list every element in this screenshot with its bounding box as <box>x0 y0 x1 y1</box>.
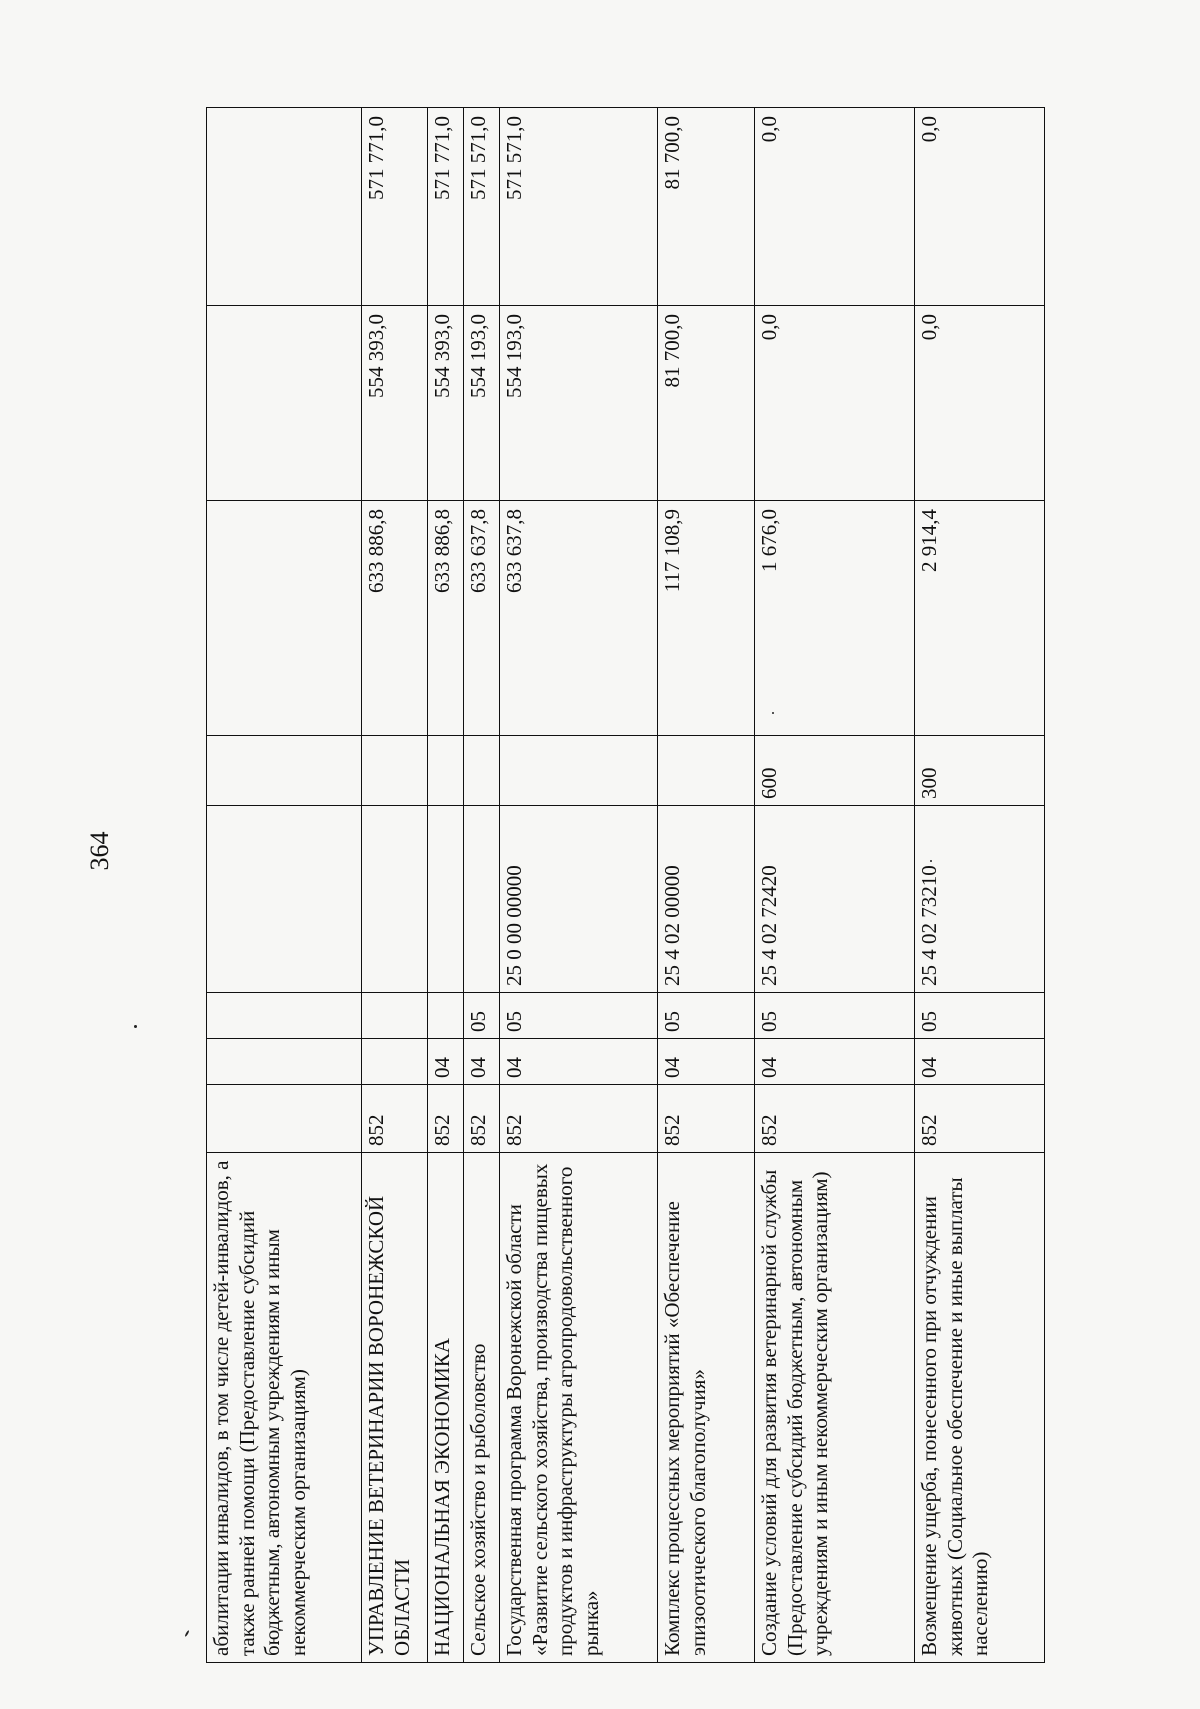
row-name: Государственная программа Воронежской области «Развитие сельского хозяйства, производства пищевых продуктов и инфраструктуры агропродовольственного рынка» <box>500 1153 658 1663</box>
row-name: Возмещение ущерба, понесенного при отчуждении животных (Социальное обеспечение и иные выплаты населению) <box>915 1153 1045 1663</box>
cell-year1 <box>207 501 362 736</box>
table-row <box>755 108 915 1663</box>
table-row <box>915 108 1045 1663</box>
row-name: НАЦИОНАЛЬНАЯ ЭКОНОМИКА <box>428 1153 464 1663</box>
cell-year2: 554 393,0 <box>362 306 428 501</box>
rotated-table-wrapper <box>206 108 1045 1663</box>
row-name: Комплекс процессных мероприятий «Обеспечение эпизоотического благополучия» <box>658 1153 755 1663</box>
table-row <box>658 108 755 1663</box>
cell-year1: 117 108,9 <box>658 501 755 736</box>
scan-speck <box>134 1025 137 1028</box>
cell-year1: 633 886,8 <box>428 501 464 736</box>
cell-csr <box>207 806 362 993</box>
cell-csr: 25 4 02 72420 <box>755 806 915 993</box>
cell-year2 <box>207 306 362 501</box>
cell-pr: 05 <box>658 993 755 1039</box>
cell-pr: 05 <box>915 993 1045 1039</box>
cell-vr <box>658 736 755 806</box>
cell-year3: 571 571,0 <box>500 108 658 306</box>
cell-vr: 600 <box>755 736 915 806</box>
cell-vr: 300 <box>915 736 1045 806</box>
cell-rz: 04 <box>464 1039 500 1085</box>
cell-csr <box>362 806 428 993</box>
cell-year1: 633 637,8 <box>464 501 500 736</box>
cell-pr: 05 <box>755 993 915 1039</box>
cell-ved: 852 <box>362 1085 428 1153</box>
cell-rz <box>207 1039 362 1085</box>
cell-pr: 05 <box>500 993 658 1039</box>
cell-csr: 25 4 02 73210 <box>915 806 1045 993</box>
cell-year2: 81 700,0 <box>658 306 755 501</box>
cell-pr <box>207 993 362 1039</box>
cell-pr <box>362 993 428 1039</box>
cell-year2: 554 393,0 <box>428 306 464 501</box>
cell-ved: 852 <box>755 1085 915 1153</box>
cell-year1: 2 914,4 <box>915 501 1045 736</box>
cell-csr: 25 0 00 00000 <box>500 806 658 993</box>
cell-year1: 1 676,0 <box>755 501 915 736</box>
cell-pr <box>428 993 464 1039</box>
cell-year2: 554 193,0 <box>500 306 658 501</box>
cell-ved: 852 <box>464 1085 500 1153</box>
cell-year3: 571 571,0 <box>464 108 500 306</box>
cell-year2: 0,0 <box>755 306 915 501</box>
cell-ved: 852 <box>428 1085 464 1153</box>
cell-ved: 852 <box>658 1085 755 1153</box>
page-number: 364 <box>85 831 114 871</box>
cell-vr <box>500 736 658 806</box>
cell-csr <box>428 806 464 993</box>
cell-year3: 571 771,0 <box>428 108 464 306</box>
cell-year1: 633 637,8 <box>500 501 658 736</box>
table-row <box>500 108 658 1663</box>
row-name: абилитации инвалидов, в том числе детей-инвалидов, а также ранней помощи (Предоставление субсидий бюджетным, автономным учреждениям и иным некоммерческим организациям) <box>207 1153 362 1663</box>
budget-table <box>206 107 1045 1663</box>
cell-year3: 81 700,0 <box>658 108 755 306</box>
table-row <box>207 108 362 1663</box>
cell-ved: 852 <box>915 1085 1045 1153</box>
table-row <box>464 108 500 1663</box>
cell-csr <box>464 806 500 993</box>
cell-vr <box>428 736 464 806</box>
cell-rz: 04 <box>658 1039 755 1085</box>
cell-rz <box>362 1039 428 1085</box>
cell-year3: 0,0 <box>755 108 915 306</box>
cell-year3: 0,0 <box>915 108 1045 306</box>
cell-year1: 633 886,8 <box>362 501 428 736</box>
table-row <box>428 108 464 1663</box>
row-name: УПРАВЛЕНИЕ ВЕТЕРИНАРИИ ВОРОНЕЖСКОЙ ОБЛАСТИ <box>362 1153 428 1663</box>
cell-vr <box>207 736 362 806</box>
cell-year2: 554 193,0 <box>464 306 500 501</box>
cell-year3 <box>207 108 362 306</box>
cell-csr: 25 4 02 00000 <box>658 806 755 993</box>
cell-rz: 04 <box>915 1039 1045 1085</box>
row-name: Сельское хозяйство и рыболовство <box>464 1153 500 1663</box>
cell-year2: 0,0 <box>915 306 1045 501</box>
cell-vr <box>362 736 428 806</box>
scan-speck <box>184 1630 189 1637</box>
table-row <box>362 108 428 1663</box>
cell-pr: 05 <box>464 993 500 1039</box>
cell-ved <box>207 1085 362 1153</box>
cell-rz: 04 <box>428 1039 464 1085</box>
row-name: Создание условий для развития ветеринарной службы (Предоставление субсидий бюджетным, автономным учреждениям и иным некоммерческим организациям) <box>755 1153 915 1663</box>
cell-rz: 04 <box>500 1039 658 1085</box>
cell-rz: 04 <box>755 1039 915 1085</box>
cell-year3: 571 771,0 <box>362 108 428 306</box>
cell-ved: 852 <box>500 1085 658 1153</box>
cell-vr <box>464 736 500 806</box>
